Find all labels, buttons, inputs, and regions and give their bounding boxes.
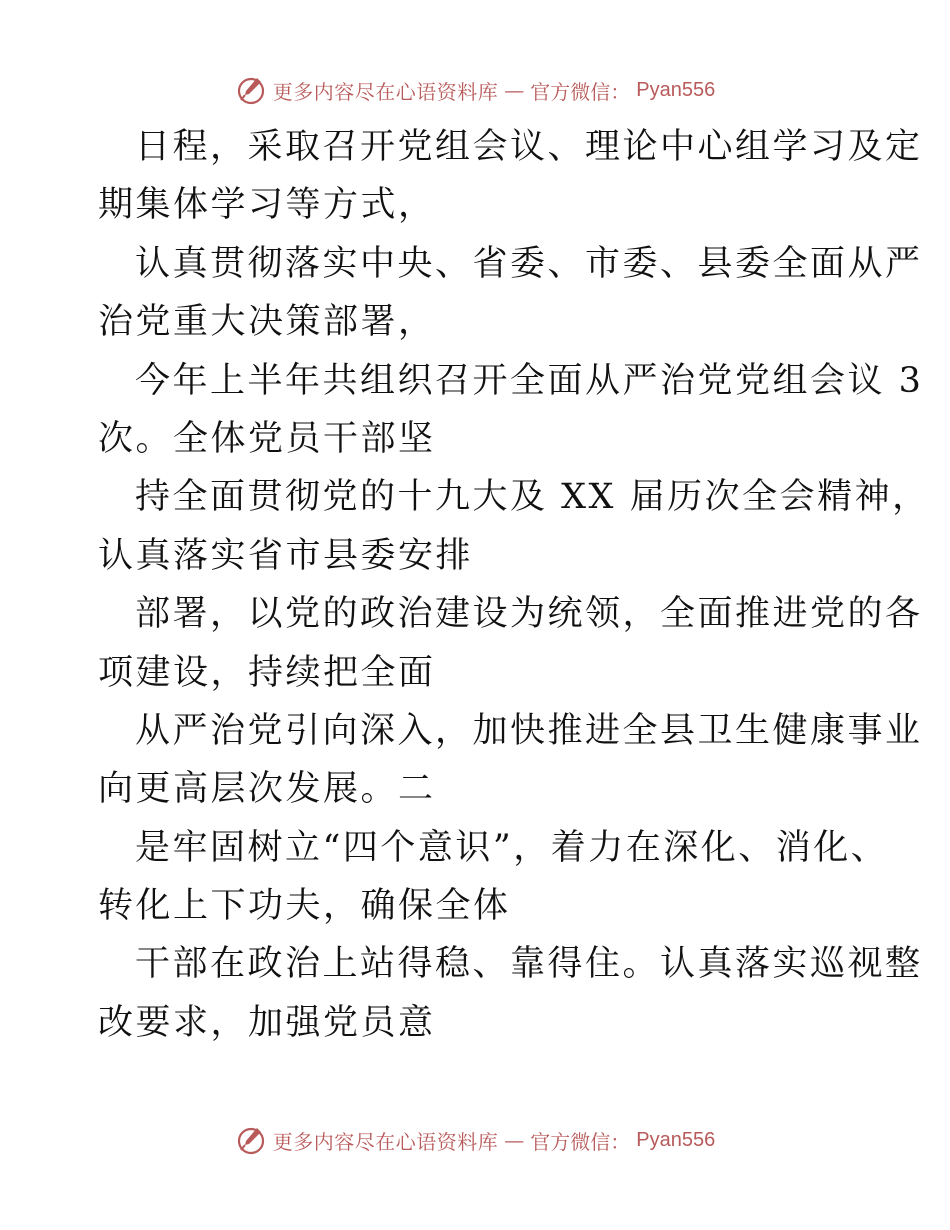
wechat-label: 官方微信：	[530, 79, 631, 104]
text-line: 向更高层次发展。二	[98, 769, 436, 810]
wechat-id: Pyan556	[636, 78, 716, 101]
text-line: 日程，采取召开党组会议、理论中心组学习及定	[135, 127, 923, 167]
banner-separator: —	[504, 1128, 525, 1152]
wechat-id: Pyan556	[636, 1128, 716, 1151]
text-line: 认真落实省市县委安排	[98, 535, 474, 576]
text-line: 期集体学习等方式，	[98, 185, 436, 226]
banner-text: 更多内容尽在心语资料库	[272, 1129, 499, 1154]
text-line: 治党重大决策部署，	[98, 302, 436, 343]
text-line: 部署，以党的政治建设为统领，全面推进党的各	[135, 594, 923, 635]
text-line: 次。全体党员干部坚	[98, 418, 436, 459]
quill-pen-logo-icon	[235, 1124, 267, 1156]
banner-text: 更多内容尽在心语资料库	[272, 79, 499, 104]
text-line: 持全面贯彻党的十九大及 XX 届历次全会精神，	[135, 477, 930, 518]
wechat-label: 官方微信：	[530, 1129, 631, 1154]
document-body	[98, 118, 930, 1052]
banner-separator: —	[504, 78, 525, 102]
footer-banner	[0, 1120, 950, 1160]
quill-pen-logo-icon	[235, 74, 267, 106]
text-line: 转化上下功夫，确保全体	[98, 886, 511, 927]
text-line: 认真贯彻落实中央、省委、市委、县委全面从严	[135, 243, 923, 284]
text-line: 改要求，加强党员意	[98, 1002, 436, 1043]
text-line: 今年上半年共组织召开全面从严治党党组会议 3	[135, 360, 924, 401]
text-line: 项建设，持续把全面	[98, 652, 436, 693]
text-line: 干部在政治上站得稳、靠得住。认真落实巡视整	[135, 944, 923, 985]
text-line: 是牢固树立“四个意识”，着力在深化、消化、	[135, 827, 889, 868]
text-line: 从严治党引向深入，加快推进全县卫生健康事业	[135, 710, 923, 751]
header-banner	[0, 70, 950, 110]
